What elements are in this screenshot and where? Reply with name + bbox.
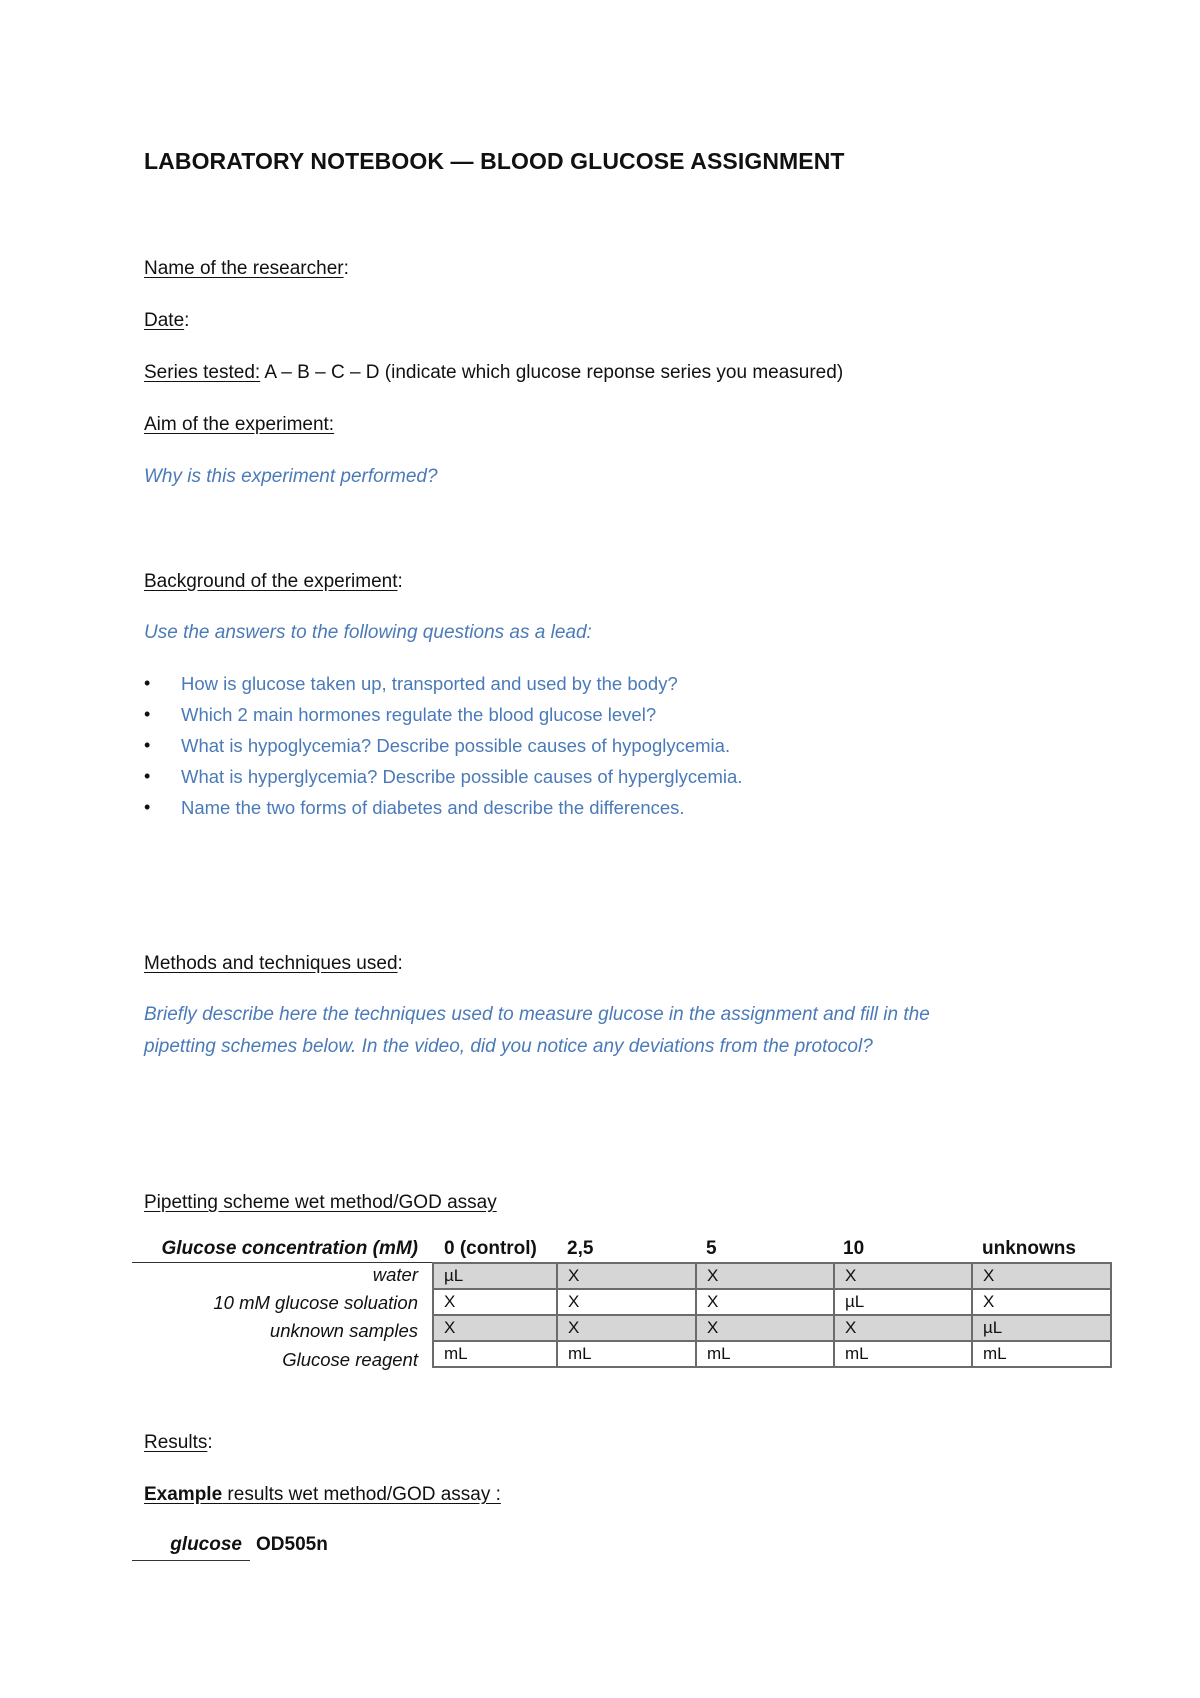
date-field: Date: — [144, 310, 190, 331]
series-field — [144, 362, 843, 384]
table-cell[interactable]: X — [972, 1289, 1111, 1315]
example-bold: Example — [144, 1484, 223, 1505]
list-item: • What is hyperglycemia? Describe possible causes of hyperglycemia. — [144, 761, 742, 792]
table-cell[interactable]: X — [557, 1315, 696, 1341]
example-rest: results wet method/GOD assay : — [222, 1484, 501, 1505]
table-cell[interactable]: X — [433, 1289, 557, 1315]
header-rule — [132, 1262, 432, 1263]
date-label: Date — [144, 310, 185, 331]
pipetting-table — [432, 1262, 1112, 1368]
series-label: Series tested: — [144, 362, 261, 383]
list-item: • What is hypoglycemia? Describe possible causes of hypoglycemia. — [144, 730, 742, 761]
results-col-od: OD505n — [256, 1534, 328, 1555]
table-row — [433, 1341, 1111, 1367]
concentration-header-label: Glucose concentration (mM) — [161, 1238, 418, 1259]
column-header: 10 — [843, 1238, 865, 1259]
table-cell[interactable]: X — [557, 1263, 696, 1289]
column-header: 2,5 — [567, 1238, 594, 1259]
aim-heading: Aim of the experiment: — [144, 414, 335, 435]
row-label-water: water — [372, 1264, 418, 1285]
page-title: LABORATORY NOTEBOOK — BLOOD GLUCOSE ASSIGNMENT — [144, 148, 845, 174]
background-field: Background of the experiment: — [144, 571, 403, 592]
question-list — [144, 668, 742, 823]
bullet-icon: • — [144, 797, 151, 817]
table-row — [433, 1315, 1111, 1341]
bullet-icon: • — [144, 766, 151, 786]
table-cell[interactable]: µL — [433, 1263, 557, 1289]
bullet-icon: • — [144, 735, 151, 755]
list-item: • How is glucose taken up, transported and used by the body? — [144, 668, 742, 699]
list-item: • Which 2 main hormones regulate the blood glucose level? — [144, 699, 742, 730]
methods-heading: Methods and techniques used — [144, 953, 398, 974]
column-header: 0 (control) — [444, 1238, 537, 1259]
pipetting-heading: Pipetting scheme wet method/GOD assay — [144, 1192, 497, 1213]
aim-prompt: Why is this experiment performed? — [144, 466, 438, 487]
column-header: 5 — [706, 1238, 717, 1259]
methods-prompt-line-2: pipetting schemes below. In the video, did you notice any deviations from the protocol? — [144, 1036, 873, 1057]
table-cell[interactable]: µL — [972, 1315, 1111, 1341]
results-col-glucose: glucose — [132, 1534, 250, 1561]
background-prompt: Use the answers to the following questions as a lead: — [144, 622, 592, 643]
methods-prompt-line-1: Briefly describe here the techniques used to measure glucose in the assignment and fill in the — [144, 1004, 930, 1025]
researcher-label: Name of the researcher — [144, 258, 344, 279]
researcher-field: Name of the researcher: — [144, 258, 349, 279]
table-cell[interactable]: mL — [696, 1341, 834, 1367]
series-value: A – B – C – D (indicate which glucose reponse series you measured) — [260, 362, 844, 383]
bullet-icon: • — [144, 673, 151, 693]
list-item: • Name the two forms of diabetes and describe the differences. — [144, 792, 742, 823]
example-results-heading — [144, 1484, 501, 1506]
table-row — [433, 1263, 1111, 1289]
table-cell[interactable]: µL — [834, 1289, 972, 1315]
table-cell[interactable]: mL — [557, 1341, 696, 1367]
table-row — [433, 1289, 1111, 1315]
table-cell[interactable]: X — [696, 1263, 834, 1289]
row-label-unknown-samples: unknown samples — [269, 1320, 418, 1341]
table-cell[interactable]: X — [433, 1315, 557, 1341]
methods-field: Methods and techniques used: — [144, 953, 403, 974]
results-field: Results: — [144, 1432, 213, 1453]
table-cell[interactable]: mL — [433, 1341, 557, 1367]
table-cell[interactable]: X — [834, 1315, 972, 1341]
table-cell[interactable]: X — [557, 1289, 696, 1315]
column-header: unknowns — [982, 1238, 1076, 1259]
row-label-glucose-reagent: Glucose reagent — [282, 1349, 418, 1370]
table-cell[interactable]: X — [834, 1263, 972, 1289]
bullet-icon: • — [144, 704, 151, 724]
table-cell[interactable]: X — [972, 1263, 1111, 1289]
table-cell[interactable]: mL — [972, 1341, 1111, 1367]
table-cell[interactable]: X — [696, 1315, 834, 1341]
table-cell[interactable]: X — [696, 1289, 834, 1315]
table-cell[interactable]: mL — [834, 1341, 972, 1367]
results-heading: Results — [144, 1432, 208, 1453]
background-heading: Background of the experiment — [144, 571, 398, 592]
row-label-glucose-solution: 10 mM glucose soluation — [213, 1292, 418, 1313]
